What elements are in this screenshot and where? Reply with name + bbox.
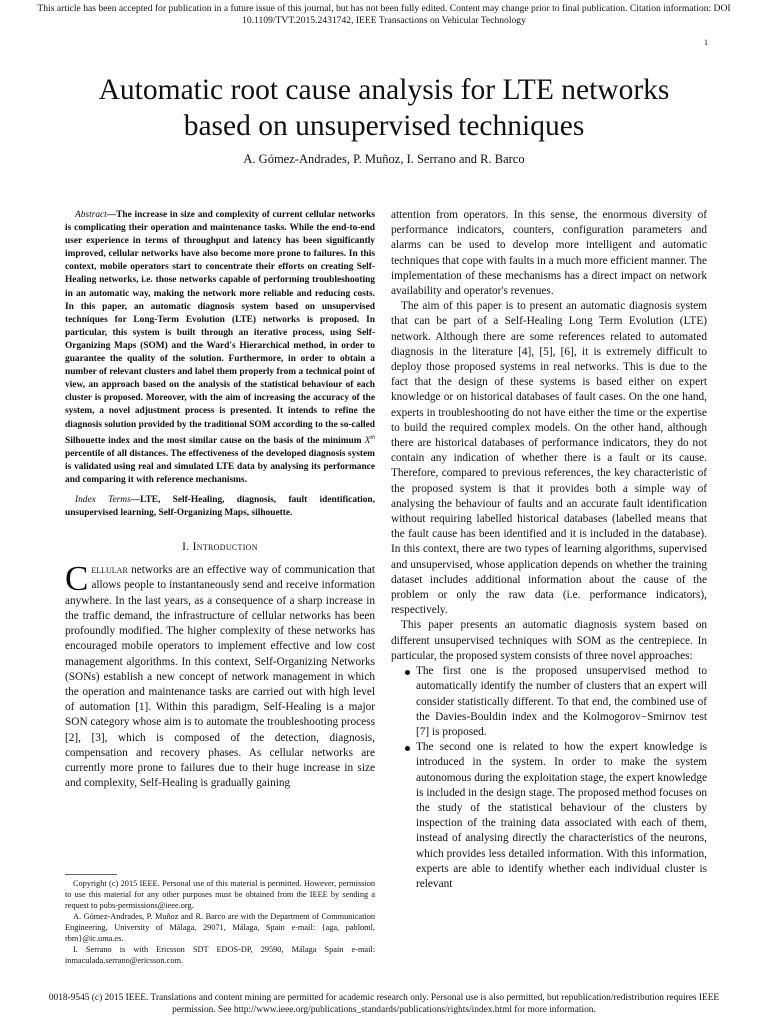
list-item (405, 664, 707, 740)
right-column (391, 208, 707, 892)
paper-title (0, 72, 768, 144)
journal-header-note (0, 3, 768, 27)
header-line-1: This article has been accepted for publication in a future issue of this journal, but has not been fully edited. Content may change prior to final publication. Citation information: DOI (37, 3, 731, 14)
left-column (65, 209, 375, 791)
footnote-affiliation-2: I. Serrano is with Ericsson SDT EDOS-DP, 29590, Málaga Spain e-mail: inmaculada.serrano@ericsson.com. (65, 945, 375, 965)
index-terms-text: —LTE, Self-Healing, diagnosis, fault identification, unsupervised learning, Self-Organizing Maps, silhouette. (65, 495, 375, 519)
footnote-divider (65, 874, 117, 875)
index-terms (65, 494, 375, 520)
drop-cap: C (65, 559, 89, 599)
list-item (405, 740, 707, 892)
abstract-lead: Abstract (75, 210, 107, 220)
intro-text: networks are an effective way of communication that allows people to instantaneously send and receive information anywhere. In the last years, as a consequence of a sharp increase in the traffic demand, the infrastructure of cellular networks has been profoundly modified. The higher complexity of these networks has encouraged mobile operators to implement effective and low cost management algorithms. In this context, Self-Organizing Networks (SONs) establish a new concept of network management in which the operation and maintenance tasks are carried out with high level of automation [1]. Within this paradigm, Self-Healing is a major SON category whose aim is to automate the troubleshooting process [2], [3], which is composed of the detection, diagnosis, compensation and recovery phases. As cellular networks are currently more prone to failures due to their huge increase in size and complexity, Self-Healing is gradually gaining (65, 564, 375, 790)
abstract-math: Xth (364, 434, 375, 446)
title-line-1: Automatic root cause analysis for LTE networks (98, 74, 670, 106)
footnote-copyright: Copyright (c) 2015 IEEE. Personal use of this material is permitted. However, permission to use this material for any other purposes must be obtained from the IEEE by sending a request to pubs-permissions@ieee.org. (65, 879, 375, 910)
title-line-2: based on unsupervised techniques (183, 110, 585, 142)
header-line-2: 10.1109/TVT.2015.2431742, IEEE Transactions on Vehicular Technology (242, 15, 526, 26)
list-item-text: The second one is related to how the expert knowledge is introduced in the system. In order to make the system autonomous during the exploitation stage, the expert knowledge is included in the design stage. The proposed method focuses on the study of the statistical behaviour of the clusters by inspection of the training data associated with each of them, instead of analysing directly the characteristics of the neurons, which provides less detailed information. With this information, experts are able to identify whether each individual cluster is relevant (416, 741, 707, 890)
footer-line-2: permission. See http://www.ieee.org/publications_standards/publications/rights/index.html for more information. (172, 1005, 596, 1015)
footer-line-1: 0018-9545 (c) 2015 IEEE. Translations and content mining are permitted for academic research only. Personal use is also permitted, but republication/redistribution requires IEEE (48, 993, 720, 1003)
drop-cap-rest: ellular (91, 564, 128, 577)
right-paragraph-2: The aim of this paper is to present an automatic diagnosis system that can be part of a Self-Healing Long Term Evolution (LTE) network. Although there are some references related to automated diagnosis in the literature [4], [5], [6], it is extremely difficult to deploy those proposed systems in real networks. This is due to the fact that the design of these systems is based either on expert knowledge or on historical databases of fault cases. On the one hand, experts in troubleshooting do not have either the time or the expertise to build the required complex models. On the other hand, although there are historical databases of performance indicators, they do not contain any indication of whether there is a fault or its cause. Therefore, compared to previous references, the key characteristic of the proposed system is that it provides both a simple way of analysing the behaviour of faults and an accurate fault identification without requiring labelled historical databases (labelled means that the fault cause has been identified and it is included in the database). In this context, there are two types of learning algorithms, supervised and unsupervised, whose application depends on whether the training dataset includes additional information about the cause of the problem or only the raw data (i.e. performance indicators), respectively. (391, 300, 707, 617)
right-paragraph-1: attention from operators. In this sense, the enormous diversity of performance indicators, counters, configuration parameters and alarms can be used to develop more intelligent and automatic techniques that cope with faults in a much more efficient manner. The implementation of these mechanisms has a direct impact on network availability and operator's revenues. (391, 209, 707, 298)
abstract (65, 209, 375, 487)
page-number: 1 (704, 38, 708, 47)
abstract-text-a: —The increase in size and complexity of current cellular networks is complicating their operation and maintenance tasks. While the end-to-end user experience in terms of throughput and latency has been significantly improved, cellular networks have also become more prone to failures. In this context, mobile operators start to concentrate their efforts on creating Self-Healing networks, i.e. those networks capable of performing troubleshooting in an automatic way, making the network more reliable and reducing costs. In this paper, an automatic diagnosis system based on unsupervised techniques for Long-Term Evolution (LTE) networks is proposed. In particular, this system is built through an iterative process, using Self-Organizing Maps (SOM) and the Ward's Hierarchical method, in order to guarantee the quality of the solution. Furthermore, in order to obtain a number of relevant clusters and label them properly from a technical point of view, an approach based on the analysis of the statistical behaviour of each cluster is proposed. Moreover, with the aim of increasing the accuracy of the system, a novel adjustment process is presented. It intends to refine the diagnosis solution provided by the traditional SOM according to the so-called Silhouette index and the most similar cause on the basis of the minimum (65, 210, 375, 446)
footnote-affiliation-1: A. Gómez-Andrades, P. Muñoz and R. Barco are with the Department of Communication Engineering, University of Málaga, 29071, Málaga, Spain e-mail: {aga, pabloml, rbm}@ic.uma.es. (65, 912, 375, 943)
list-item-text: The first one is the proposed unsupervised method to automatically identify the number of clusters that an expert will consider statistically different. To that end, the combined use of the Davies-Bouldin index and the Kolmogorov−Smirnov test [7] is proposed. (416, 665, 707, 738)
approaches-list (405, 664, 707, 892)
bullet-icon (405, 670, 410, 675)
author-list: A. Gómez-Andrades, P. Muñoz, I. Serrano and R. Barco (243, 152, 525, 166)
bullet-icon (405, 746, 410, 751)
page-footer (0, 992, 768, 1016)
abstract-text-b: percentile of all distances. The effectiveness of the developed diagnosis system is validated using real and simulated LTE data by analysing its performance and comparing it with reference mechanisms. (65, 448, 375, 485)
intro-paragraph (65, 559, 375, 791)
right-paragraph-3: This paper presents an automatic diagnosis system based on different unsupervised techniques with SOM as the centrepiece. In particular, the proposed system consists of three novel approaches: (391, 619, 707, 662)
section-heading-introduction: I. Introduction (182, 541, 258, 554)
footnotes (65, 878, 375, 966)
index-terms-lead: Index Terms (75, 495, 131, 506)
